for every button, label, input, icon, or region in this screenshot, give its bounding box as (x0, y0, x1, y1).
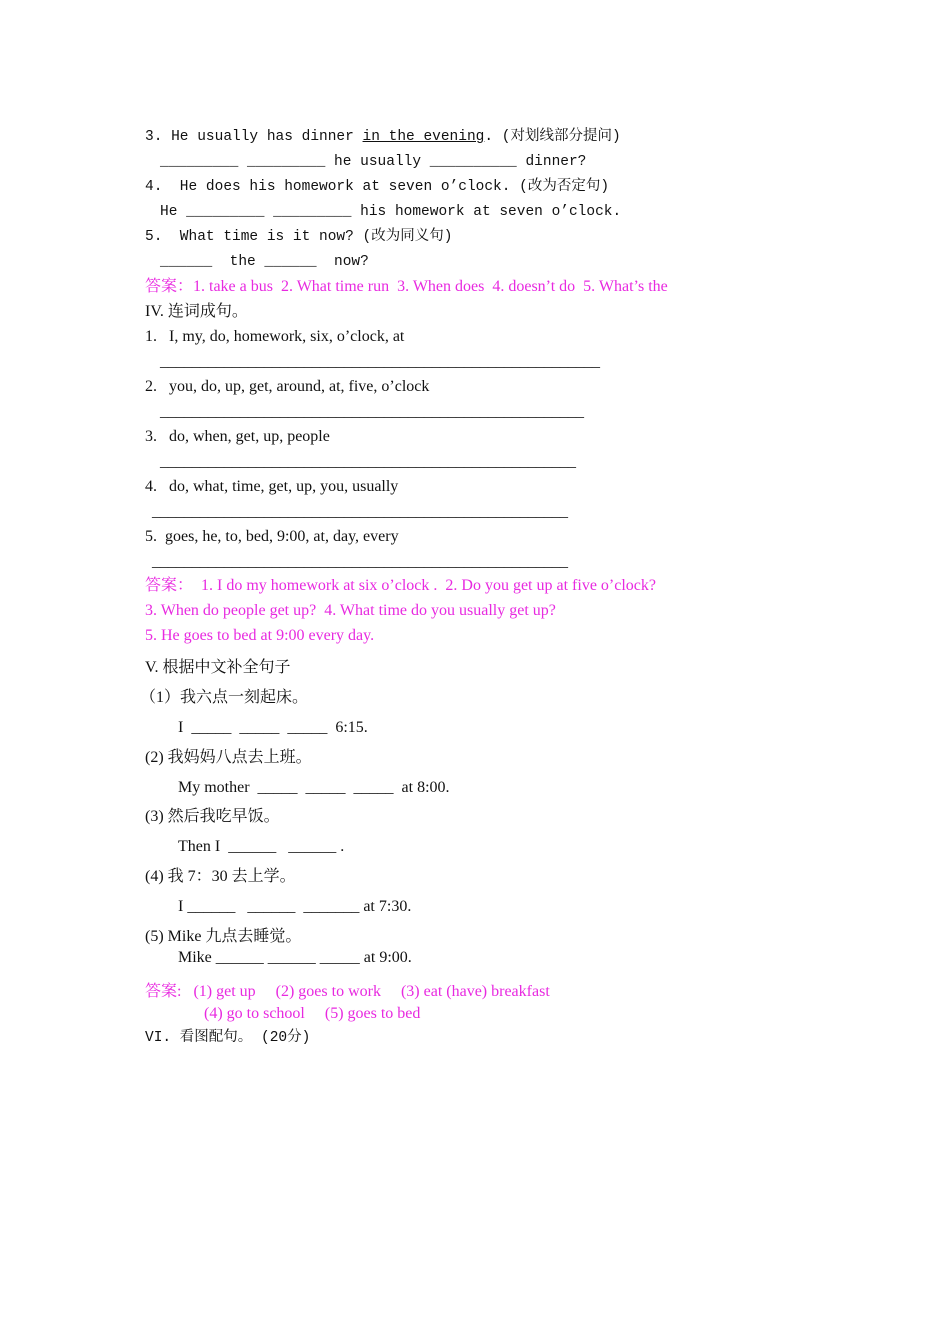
section5-answer-2: (4) go to school (5) goes to bed (204, 1005, 421, 1022)
s5-chinese-4: (4) 我 7：30 去上学。 (145, 868, 296, 885)
section5-answer-1: 答案: (1) get up (2) goes to work (3) eat (have) breakfast (145, 983, 550, 1000)
s5-english-1: I _____ _____ _____ 6:15. (178, 719, 368, 736)
s4-question-3: 3. do, when, get, up, people (145, 428, 330, 445)
section4-answer-2: 3. When do people get up? 4. What time do you usually get up? (145, 602, 556, 619)
question-4: 4. He does his homework at seven o’clock. (改为否定句) (145, 179, 610, 195)
question-3 (145, 127, 621, 147)
s5-chinese-1: （1）我六点一刻起床。 (140, 689, 309, 706)
underlined-phrase: in the evening (362, 129, 485, 145)
question-instruction: . (对划线部分提问) (484, 129, 621, 145)
s4-question-5: 5. goes, he, to, bed, 9:00, at, day, every (145, 528, 399, 545)
s5-english-4: I ______ ______ _______ at 7:30. (178, 898, 412, 915)
question-text: He usually has dinner (171, 129, 363, 145)
question-5-fill: ______ the ______ now? (160, 254, 369, 270)
section3-answer: 答案：1. take a bus 2. What time run 3. When does 4. doesn’t do 5. What’s the (145, 278, 668, 295)
section4-answer-3: 5. He goes to bed at 9:00 every day. (145, 627, 375, 644)
s4-answer-line-3: ____________________________________________________ (160, 453, 576, 470)
s4-question-1: 1. I, my, do, homework, six, o’clock, at (145, 328, 405, 345)
s5-chinese-2: (2) 我妈妈八点去上班。 (145, 749, 312, 766)
s5-chinese-3: (3) 然后我吃早饭。 (145, 808, 280, 825)
s4-question-4: 4. do, what, time, get, up, you, usually (145, 478, 399, 495)
section6-heading: VI. 看图配句。 (20分) (145, 1030, 311, 1046)
s4-question-2: 2. you, do, up, get, around, at, five, o’clock (145, 378, 430, 395)
question-3-fill: _________ _________ he usually __________ dinner? (160, 154, 587, 170)
section4-answer-1: 答案： 1. I do my homework at six o’clock . 2. Do you get up at five o’clock? (145, 577, 657, 594)
section5-heading: V. 根据中文补全句子 (145, 659, 291, 676)
s4-answer-line-4: ____________________________________________________ (152, 503, 568, 520)
question-4-fill: He _________ _________ his homework at seven o’clock. (160, 204, 622, 220)
s5-english-2: My mother _____ _____ _____ at 8:00. (178, 779, 450, 796)
question-number: 3. (145, 129, 163, 145)
section4-heading: IV. 连词成句。 (145, 303, 248, 320)
s4-answer-line-1: _______________________________________________________ (160, 353, 600, 370)
s5-english-5: Mike ______ ______ _____ at 9:00. (178, 949, 412, 966)
s4-answer-line-5: ____________________________________________________ (152, 553, 568, 570)
question-5: 5. What time is it now? (改为同义句) (145, 229, 453, 245)
s4-answer-line-2: _____________________________________________________ (160, 403, 584, 420)
s5-chinese-5: (5) Mike 九点去睡觉。 (145, 928, 302, 945)
s5-english-3: Then I ______ ______ . (178, 838, 345, 855)
